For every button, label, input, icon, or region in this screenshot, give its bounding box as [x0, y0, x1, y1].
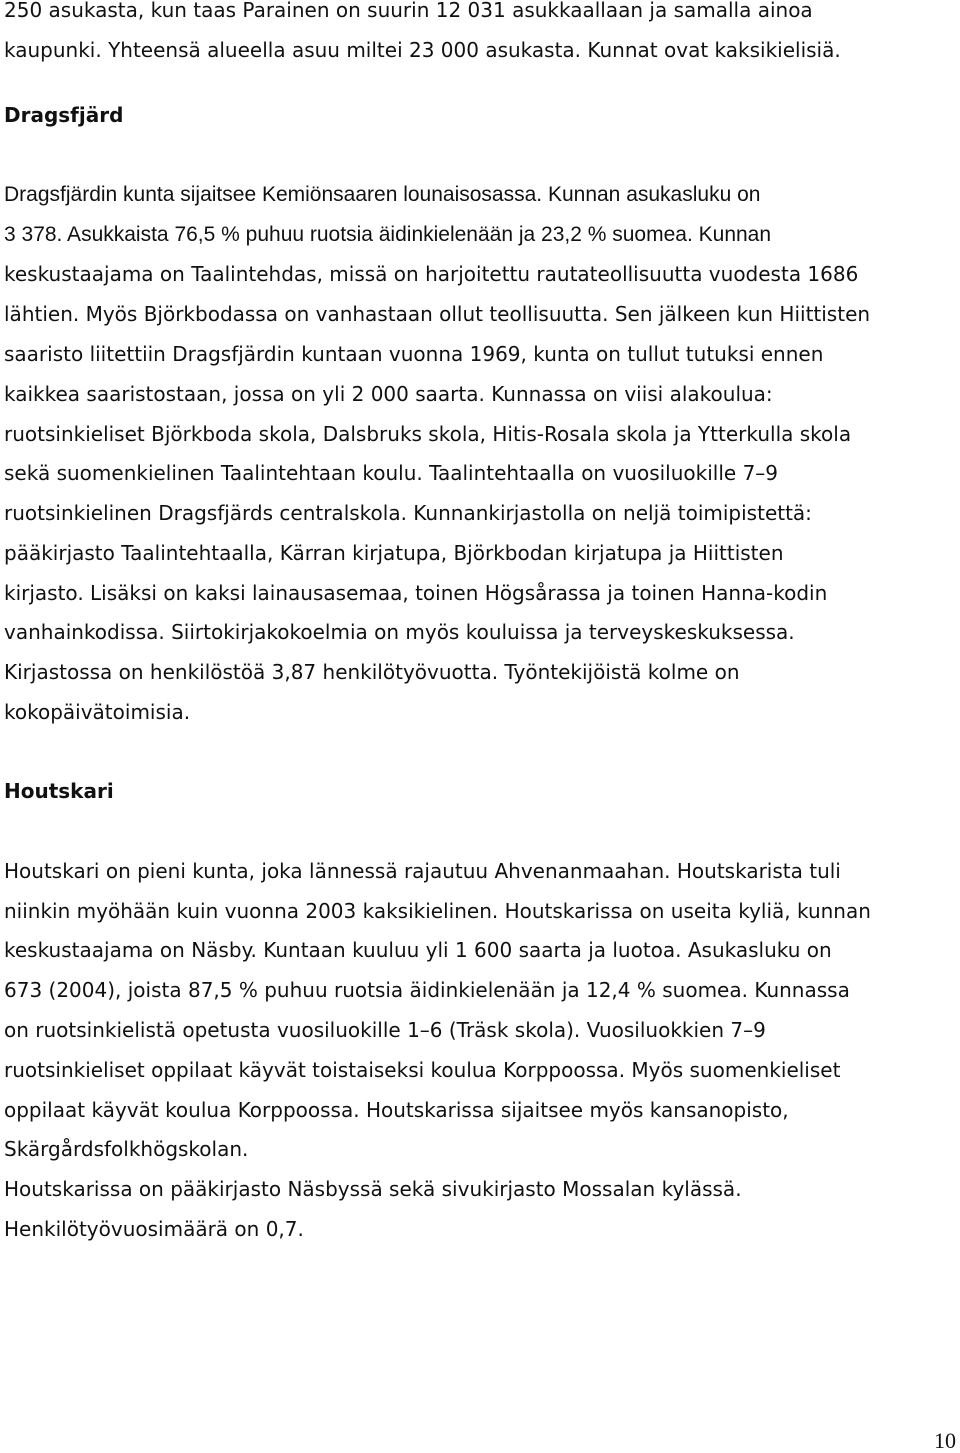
houtskari-line: 673 (2004), joista 87,5 % puhuu ruotsia äidinkielenään ja 12,4 % suomea. Kunnassa — [4, 978, 850, 1002]
dragsfjard-line: saaristo liitettiin Dragsfjärdin kuntaan vuonna 1969, kunta on tullut tutuksi ennen — [4, 342, 824, 366]
dragsfjard-line: ruotsinkielinen Dragsfjärds centralskola. Kunnankirjastolla on neljä toimipistettä: — [4, 501, 812, 525]
houtskari-line: Houtskarissa on pääkirjasto Näsbyssä sekä sivukirjasto Mossalan kylässä. — [4, 1177, 742, 1201]
dragsfjard-line: kirjasto. Lisäksi on kaksi lainausasemaa, toinen Högsårassa ja toinen Hanna-kodin — [4, 581, 828, 605]
dragsfjard-line: Dragsfjärdin kunta sijaitsee Kemiönsaaren lounaisosassa. Kunnan asukasluku on — [4, 183, 761, 206]
dragsfjard-line: vanhainkodissa. Siirtokirjakokoelmia on myös kouluissa ja terveyskeskuksessa. — [4, 620, 795, 644]
dragsfjard-line: 3 378. Asukkaista 76,5 % puhuu ruotsia äidinkielenään ja 23,2 % suomea. Kunnan — [4, 223, 772, 246]
houtskari-line: on ruotsinkielistä opetusta vuosiluokille 1–6 (Träsk skola). Vuosiluokkien 7–9 — [4, 1018, 766, 1042]
houtskari-line: keskustaajama on Näsby. Kuntaan kuuluu yli 1 600 saarta ja luotoa. Asukasluku on — [4, 938, 832, 962]
dragsfjard-line: kaikkea saaristostaan, jossa on yli 2 000 saarta. Kunnassa on viisi alakoulua: — [4, 382, 773, 406]
houtskari-line: niinkin myöhään kuin vuonna 2003 kaksikielinen. Houtskarissa on useita kyliä, kunnan — [4, 899, 871, 923]
dragsfjard-line: ruotsinkieliset Björkboda skola, Dalsbruks skola, Hitis-Rosala skola ja Ytterkulla skola — [4, 422, 852, 446]
houtskari-line: oppilaat käyvät koulua Korppoossa. Houtskarissa sijaitsee myös kansanopisto, — [4, 1098, 789, 1122]
houtskari-line: Houtskari on pieni kunta, joka lännessä rajautuu Ahvenanmaahan. Houtskarista tuli — [4, 859, 841, 883]
houtskari-line: Skärgårdsfolkhögskolan. — [4, 1137, 249, 1161]
page-number: 10 — [934, 1428, 956, 1453]
dragsfjard-line: Kirjastossa on henkilöstöä 3,87 henkilötyövuotta. Työntekijöistä kolme on — [4, 660, 740, 684]
section-heading-dragsfjard: Dragsfjärd — [4, 103, 124, 127]
dragsfjard-line: kokopäivätoimisia. — [4, 700, 191, 724]
intro-line-1: 250 asukasta, kun taas Parainen on suurin 12 031 asukkaallaan ja samalla ainoa — [4, 0, 813, 22]
section-heading-houtskari: Houtskari — [4, 779, 114, 803]
dragsfjard-line: sekä suomenkielinen Taalintehtaan koulu. Taalintehtaalla on vuosiluokille 7–9 — [4, 461, 779, 485]
dragsfjard-line: lähtien. Myös Björkbodassa on vanhastaan ollut teollisuutta. Sen jälkeen kun Hiittisten — [4, 302, 871, 326]
houtskari-line: ruotsinkieliset oppilaat käyvät toistaiseksi koulua Korppoossa. Myös suomenkieliset — [4, 1058, 841, 1082]
dragsfjard-line: keskustaajama on Taalintehdas, missä on harjoitettu rautateollisuutta vuodesta 1686 — [4, 262, 859, 286]
houtskari-line: Henkilötyövuosimäärä on 0,7. — [4, 1217, 304, 1241]
dragsfjard-line: pääkirjasto Taalintehtaalla, Kärran kirjatupa, Björkbodan kirjatupa ja Hiittisten — [4, 541, 784, 565]
intro-line-2: kaupunki. Yhteensä alueella asuu miltei 23 000 asukasta. Kunnat ovat kaksikielisiä. — [4, 38, 841, 62]
